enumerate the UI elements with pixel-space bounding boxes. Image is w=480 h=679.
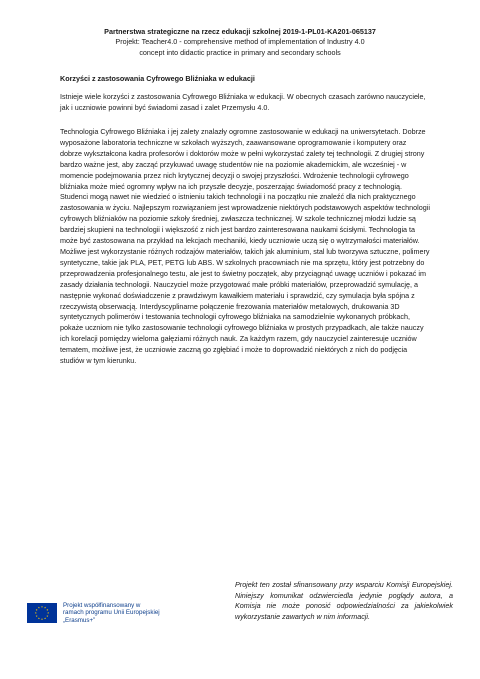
body-text: Technologia Cyfrowego Bliźniaka i jej zalety znalazły ogromne zastosowanie w edukacji na uniwersytetach. Dobrze wyposażone laboratoria techniczne w szkołach wyższych, zaawansowane oprogramowanie i komputery oraz dobrze wykształcona kadra profesorów i doktorów może w pełni wykorzystać zalety tej technologii. Z drugiej strony bardzo ważne jest, aby zacząć przykuwać uwagę studentów nie na poziomie akademickim, ale wcześniej - w momencie podejmowania przez nich krytycznej decyzji o swojej przyszłości. Wdrożenie technologii cyfrowego bliźniaka może mieć ogromny wpływ na ich przyszłe decyzje, poszerzając świadomość pracy z technologią. Studenci mogą nawet nie wiedzieć o istnieniu takich technologii i na początku nie znaleźć dla nich praktycznego zastosowania w życiu. Najlepszym rozwiązaniem jest wprowadzenie niektórych podstawowych aspektów technologii cyfrowych bliźniaków na poziomie szkoły średniej, zwłaszcza technicznej. W szkole technicznej młodzi ludzie są bardziej skupieni na technologii i większość z nich jest bardzo zainteresowana naukami ścisłymi. Technologia ta może być zastosowana na przykład na lekcjach mechaniki, kiedy uczniowie uczą się o wytrzymałości materiałów. Możliwe jest wykorzystanie różnych rodzajów materiałów, takich jak aluminium, stal lub tworzywa sztuczne, polimery syntetyczne, takie jak PLA, PET, PETG lub ABS. W szkolnych pracowniach nie ma sprzętu, który jest potrzebny do przeprowadzenia profesjonalnego testu, ale jest to świetny początek, aby przyciągnąć uwagę uczniów i pokazać im zasady działania technologii. Nauczyciel może przygotować małe próbki materiałów, przeprowadzić symulację, a następnie wykonać doświadczenie z prawdziwym kawałkiem materiału i sprawdzić, czy symulacja była spójna z rzeczywistą obserwacją. Interdyscyplinarne połączenie frezowania materiałów metalowych, drukowania 3D syntetycznych polimerów i testowania technologii cyfrowego bliźniaka na samodzielnie wykonanych próbkach, pokaże uczniom nie tylko zastosowanie technologii cyfrowego bliźniaka w prostych przypadkach, ale także nauczy ich korelacji pomiędzy wieloma gałęziami różnych nauk. Za każdym razem, gdy nauczyciel zainteresuje uczniów tematem, możliwe jest, że uczniowie zaczną go zgłębiać i może to doprowadzić niektórych z nich do podjęcia studiów w tym kierunku. — [60, 127, 430, 366]
header-project-line-1: Projekt: Teacher4.0 - comprehensive method of implementation of Industry 4.0 — [115, 37, 365, 47]
logo-text-line-1: Projekt współfinansowany w — [63, 601, 141, 609]
header-title: Partnerstwa strategiczne na rzecz edukacji szkolnej 2019-1-PL01-KA201-065137 — [104, 27, 376, 36]
intro-text: Istnieje wiele korzyści z zastosowania Cyfrowego Bliźniaka w edukacji. W obecnych czasach zarówno nauczyciele, jak i uczniowie powinni być świadomi zasad i zalet Przemysłu 4.0. — [60, 92, 426, 112]
funding-disclaimer: Projekt ten został sfinansowany przy wsparciu Komisji Europejskiej. Niniejszy komunikat odzwierciedla jedynie poglądy autora, a Komisja nie może ponosić odpowiedzialności za jakiekolwiek wykorzystanie zawartych w nim informacji. — [235, 580, 453, 621]
logo-text-line-3: „Erasmus+” — [63, 616, 96, 624]
logo-text — [63, 602, 160, 625]
eu-flag-icon — [27, 603, 57, 623]
body-paragraph — [60, 127, 430, 367]
section-title: Korzyści z zastosowania Cyfrowego Bliźniaka w edukacji — [60, 74, 255, 83]
header-project-line-2: concept into didactic practice in primary and secondary schools — [139, 47, 341, 57]
intro-paragraph — [60, 92, 430, 113]
erasmus-logo — [27, 599, 187, 627]
page-header — [60, 27, 420, 58]
logo-text-line-2: ramach programu Unii Europejskiej — [63, 609, 160, 617]
